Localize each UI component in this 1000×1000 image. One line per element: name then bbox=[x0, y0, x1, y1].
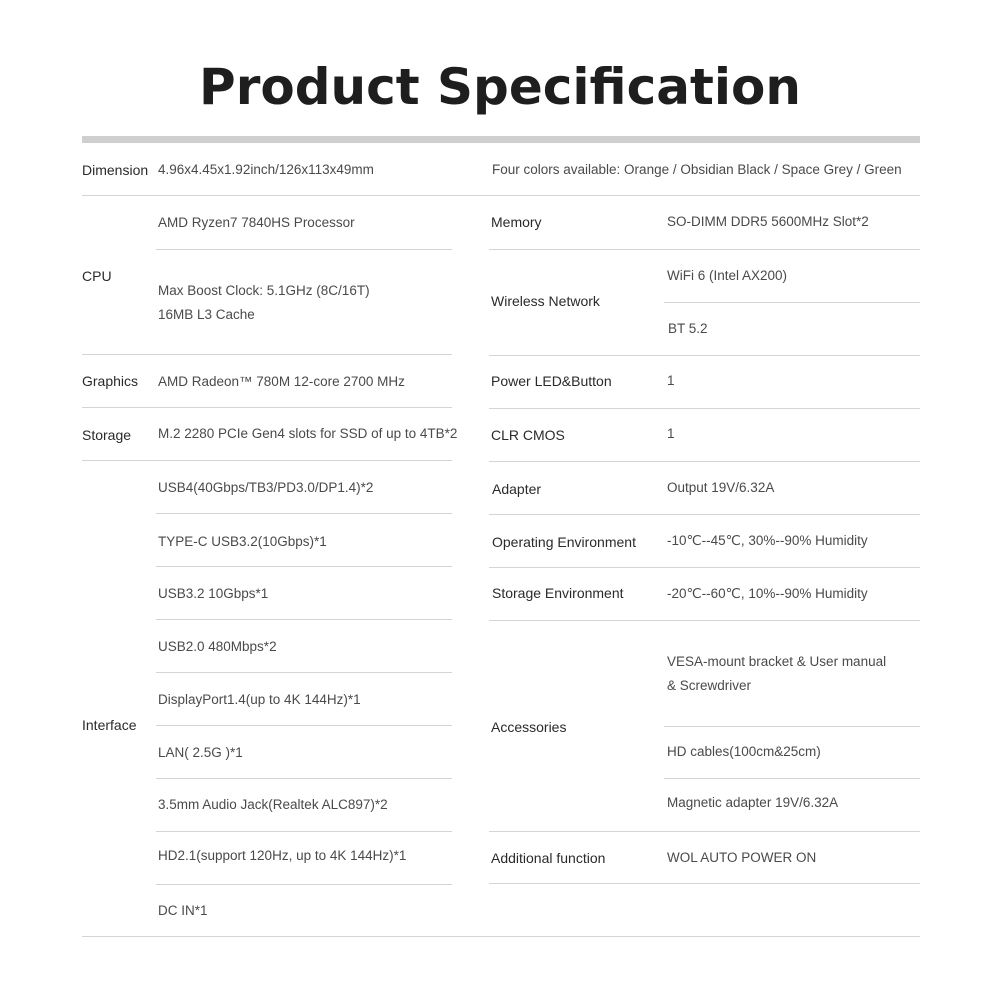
row-divider bbox=[156, 725, 452, 726]
title-divider bbox=[82, 136, 920, 143]
accessories-item: Magnetic adapter 19V/6.32A bbox=[667, 795, 839, 810]
operating-env-value: -10℃--45℃, 30%--90% Humidity bbox=[667, 533, 868, 548]
dimension-label: Dimension bbox=[82, 162, 149, 178]
interface-item: USB4(40Gbps/TB3/PD3.0/DP1.4)*2 bbox=[158, 480, 374, 495]
graphics-value: AMD Radeon™ 780M 12-core 2700 MHz bbox=[158, 374, 405, 389]
clr-cmos-label: CLR CMOS bbox=[491, 427, 565, 443]
row-divider bbox=[489, 249, 920, 250]
storage-label: Storage bbox=[82, 427, 132, 443]
adapter-label: Adapter bbox=[492, 481, 542, 497]
interface-item: HD2.1(support 120Hz, up to 4K 144Hz)*1 bbox=[158, 848, 407, 863]
additional-label: Additional function bbox=[491, 850, 606, 866]
page-title: Product Specification bbox=[199, 58, 801, 116]
clr-cmos-value: 1 bbox=[667, 426, 675, 441]
row-divider bbox=[156, 513, 452, 514]
row-divider bbox=[489, 567, 920, 568]
row-divider bbox=[664, 778, 920, 779]
row-divider bbox=[82, 407, 452, 408]
interface-label: Interface bbox=[82, 717, 137, 733]
colors-value: Four colors available: Orange / Obsidian Black / Space Grey / Green bbox=[492, 162, 902, 177]
accessories-item: VESA-mount bracket & User manual bbox=[667, 654, 887, 669]
row-divider bbox=[489, 461, 920, 462]
cpu-label: CPU bbox=[82, 268, 112, 284]
interface-item: USB2.0 480Mbps*2 bbox=[158, 639, 277, 654]
accessories-item: & Screwdriver bbox=[667, 678, 752, 693]
row-divider bbox=[82, 195, 920, 196]
interface-item: TYPE-C USB3.2(10Gbps)*1 bbox=[158, 534, 327, 549]
storage-env-value: -20℃--60℃, 10%--90% Humidity bbox=[667, 586, 868, 601]
row-divider bbox=[82, 354, 452, 355]
accessories-item: HD cables(100cm&25cm) bbox=[667, 744, 821, 759]
cpu-cache: 16MB L3 Cache bbox=[158, 307, 255, 322]
row-divider bbox=[489, 514, 920, 515]
wireless-bt: BT 5.2 bbox=[668, 321, 708, 336]
row-divider bbox=[156, 619, 452, 620]
row-divider bbox=[156, 249, 452, 250]
row-divider bbox=[82, 460, 452, 461]
row-divider bbox=[156, 884, 452, 885]
row-divider bbox=[156, 831, 452, 832]
cpu-processor: AMD Ryzen7 7840HS Processor bbox=[158, 215, 355, 230]
accessories-label: Accessories bbox=[491, 719, 567, 735]
interface-item: DC IN*1 bbox=[158, 903, 208, 918]
row-divider bbox=[489, 831, 920, 832]
operating-env-label: Operating Environment bbox=[492, 534, 636, 550]
interface-item: 3.5mm Audio Jack(Realtek ALC897)*2 bbox=[158, 797, 388, 812]
interface-item: DisplayPort1.4(up to 4K 144Hz)*1 bbox=[158, 692, 361, 707]
dimension-value: 4.96x4.45x1.92inch/126x113x49mm bbox=[158, 162, 374, 177]
row-divider bbox=[156, 778, 452, 779]
additional-value: WOL AUTO POWER ON bbox=[667, 850, 817, 865]
memory-value: SO-DIMM DDR5 5600MHz Slot*2 bbox=[667, 214, 869, 229]
power-led-label: Power LED&Button bbox=[491, 373, 612, 389]
row-divider bbox=[664, 726, 920, 727]
memory-label: Memory bbox=[491, 214, 542, 230]
row-divider bbox=[489, 408, 920, 409]
wireless-label: Wireless Network bbox=[491, 293, 600, 309]
wireless-wifi: WiFi 6 (Intel AX200) bbox=[667, 268, 788, 283]
row-divider bbox=[489, 620, 920, 621]
interface-item: USB3.2 10Gbps*1 bbox=[158, 586, 269, 601]
row-divider bbox=[156, 566, 452, 567]
adapter-value: Output 19V/6.32A bbox=[667, 480, 775, 495]
table-bottom-divider bbox=[82, 936, 920, 937]
row-divider bbox=[489, 883, 920, 884]
row-divider bbox=[664, 302, 920, 303]
power-led-value: 1 bbox=[667, 373, 675, 388]
row-divider bbox=[156, 672, 452, 673]
cpu-boost: Max Boost Clock: 5.1GHz (8C/16T) bbox=[158, 283, 370, 298]
row-divider bbox=[489, 355, 920, 356]
interface-item: LAN( 2.5G )*1 bbox=[158, 745, 243, 760]
storage-value: M.2 2280 PCIe Gen4 slots for SSD of up to 4TB*2 bbox=[158, 426, 458, 441]
storage-env-label: Storage Environment bbox=[492, 585, 624, 601]
graphics-label: Graphics bbox=[82, 373, 139, 389]
